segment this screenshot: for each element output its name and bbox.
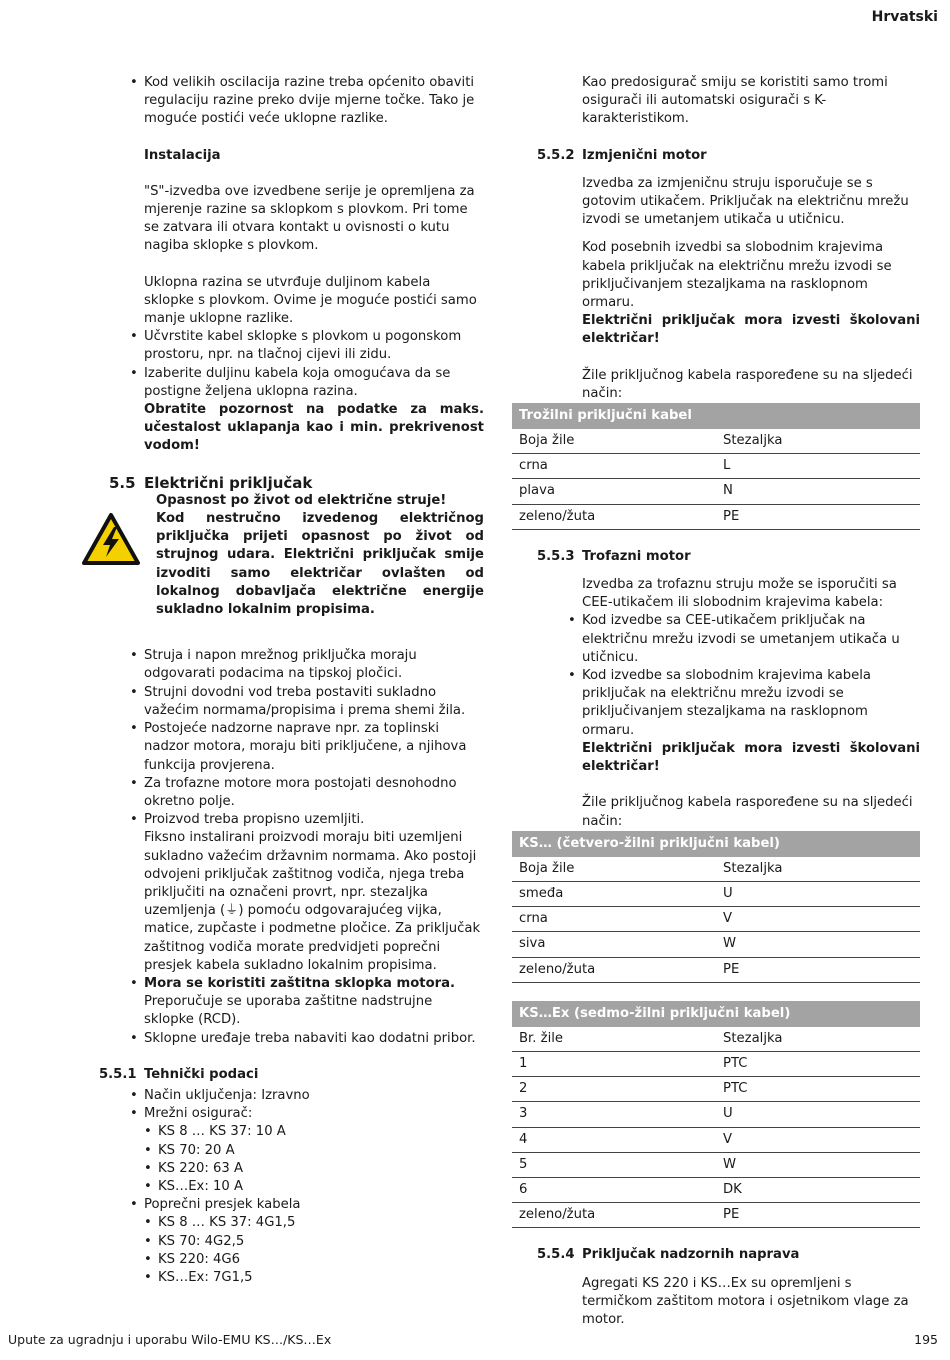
table-title: KS… (četvero-žilni priključni kabel) (512, 831, 920, 857)
list-item: • Struja i napon mrežnog priključka moraju odgovarati podacima na tipskoj pločici. (144, 647, 484, 683)
table-cell: L (716, 454, 920, 479)
table-cell: zeleno/žuta (512, 957, 716, 982)
warning-title: Opasnost po život od električne struje! (156, 492, 447, 508)
section-number: 5.5.3 (537, 548, 575, 564)
table-cell: siva (512, 932, 716, 957)
list-item-warning: Obratite pozornost na podatke za maks. učestalost uklapanja kao i min. prekrivenost vodom! (144, 402, 484, 454)
table-cell: crna (512, 907, 716, 932)
table-cell: DK (716, 1177, 920, 1202)
list-item-text: Mrežni osigurač: (144, 1106, 253, 1122)
table-row (512, 1102, 920, 1127)
three-phase-paragraph-2: Žile priključnog kabela raspoređene su na sljedeći način: (582, 795, 913, 829)
table-cell: 4 (512, 1127, 716, 1152)
three-phase-paragraph-1: Izvedba za trofaznu struju može se isporučiti sa CEE-utikačem ili slobodnim krajevima kabela: (582, 577, 897, 611)
list-item (144, 975, 484, 1030)
table-row (512, 1051, 920, 1076)
section-title: Priključak nadzornih naprava (582, 1247, 800, 1263)
table-cell: V (716, 1127, 920, 1152)
list-item: • Sklopne uređaje treba nabaviti kao dodatni pribor. (144, 1030, 484, 1048)
intro-list (144, 74, 484, 129)
warning-block (156, 492, 484, 619)
table-header-cell: Stezaljka (716, 429, 920, 454)
table-row (512, 957, 920, 982)
list-item: • Kod velikih oscilacija razine treba općenito obaviti regulaciju razine preko dvije mjerne točke. Tako je moguće postići veće uklopne razlike. (144, 74, 484, 129)
table-row (512, 1177, 920, 1202)
list-item: • KS 8 … KS 37: 10 A (158, 1123, 484, 1141)
section-title: Trofazni motor (582, 548, 691, 564)
table-row (512, 881, 920, 906)
table-cell: zeleno/žuta (512, 504, 716, 529)
table-row (512, 1203, 920, 1228)
list-item: • Način uključenja: Izravno (144, 1087, 484, 1105)
language-label: Hrvatski (871, 9, 938, 25)
electrical-list (144, 647, 484, 1047)
list-item: • Kod izvedbe sa CEE-utikačem priključak na električnu mrežu izvodi se umetanjem utikača u utičnicu. (582, 612, 920, 667)
table-cell: smeđa (512, 881, 716, 906)
section-number: 5.5 (109, 473, 136, 492)
table-cell: W (716, 932, 920, 957)
instalacija-paragraph-1: "S"-izvedba ove izvedbene serije je opremljena za mjerenje razine sa sklopkom s plovkom. Pri tome se zatvara ili otvara kontakt u ovisnosti o kutu nagiba sklopke s plovkom. (144, 183, 475, 254)
table-cell: 1 (512, 1051, 716, 1076)
table-cell: 5 (512, 1152, 716, 1177)
table-cell: 3 (512, 1102, 716, 1127)
table-row (512, 479, 920, 504)
list-item-text: Poprečni presjek kabela (144, 1197, 301, 1213)
table-row (512, 1152, 920, 1177)
list-item: • Kod izvedbe sa slobodnim krajevima kabela priključak na električnu mrežu izvodi se priključivanjem stezaljkama na rasklopnom ormaru. (582, 667, 920, 740)
grounding-text-2: ) pomoću odgovarajućeg vijka, matice, zupčaste i podmetne pločice. Za priključak zaštitnog vodiča morate predvidjeti poprečni presjek kabela sukladno lokalnim propisima. (144, 903, 481, 973)
list-item (144, 1105, 484, 1196)
list-item: • KS 70: 4G2,5 (158, 1233, 484, 1251)
cable-sublist (158, 1214, 484, 1287)
section-title: Električni priključak (144, 473, 313, 492)
table-header-cell: Br. žile (512, 1027, 716, 1052)
table-header-row (512, 1027, 920, 1052)
instalacija-title: Instalacija (144, 147, 221, 163)
table-cell: PTC (716, 1077, 920, 1102)
table-cell: PE (716, 504, 920, 529)
section-number: 5.5.1 (99, 1066, 137, 1082)
motor-switch-text: Preporučuje se uporaba zaštitne nadstrujne sklopke (RCD). (144, 994, 433, 1028)
table-cell: PE (716, 957, 920, 982)
seven-core-table (512, 1001, 920, 1229)
left-column (99, 74, 484, 1287)
section-heading (99, 1066, 484, 1084)
ac-warning: Električni priključak mora izvesti školovani električar! (582, 313, 920, 347)
list-item: • Strujni dovodni vod treba postaviti sukladno važećim normama/propisima i prema shemi žila. (144, 684, 484, 720)
table-cell: W (716, 1152, 920, 1177)
table-cell: plava (512, 479, 716, 504)
table-row (512, 454, 920, 479)
tech-list (144, 1087, 484, 1287)
table-cell: PTC (716, 1051, 920, 1076)
table-title: KS…Ex (sedmo-žilni priključni kabel) (512, 1001, 920, 1027)
table-header-cell: Stezaljka (716, 857, 920, 882)
table-cell: 2 (512, 1077, 716, 1102)
table-row (512, 932, 920, 957)
table-cell: V (716, 907, 920, 932)
table-cell: PE (716, 1203, 920, 1228)
list-item: • KS 70: 20 A (158, 1142, 484, 1160)
ac-paragraph-3: Žile priključnog kabela raspoređene su na sljedeći način: (582, 367, 913, 401)
list-item: • Za trofazne motore mora postojati desnohodno okretno polje. (144, 775, 484, 811)
list-item: • KS 220: 4G6 (158, 1251, 484, 1269)
table-row (512, 907, 920, 932)
list-item (144, 365, 484, 456)
four-core-table (512, 831, 920, 983)
ground-icon: ⏚ (225, 903, 239, 919)
table-cell: N (716, 479, 920, 504)
three-phase-list (582, 612, 920, 739)
table-cell: zeleno/žuta (512, 1203, 716, 1228)
list-item-text: Proizvod treba propisno uzemljiti. (144, 812, 365, 828)
table-cell: crna (512, 454, 716, 479)
list-item: • KS 220: 63 A (158, 1160, 484, 1178)
table-row (512, 1127, 920, 1152)
fuse-paragraph: Kao predosigurač smiju se koristiti samo tromi osigurači ili automatski osigurači s K-karakteristikom. (582, 75, 888, 127)
page-number: 195 (914, 1332, 938, 1347)
list-item (144, 1196, 484, 1287)
instalacija-list (144, 328, 484, 455)
table-cell: U (716, 881, 920, 906)
section-heading (537, 1246, 920, 1264)
warning-text: Kod nestručno izvedenog električnog priključka prijeti opasnost po život od strujnog udara. Električni priključak smije izvoditi samo električar ovlašten od lokalnog dobavljača električne energije sukladno lokalnim propisima. (156, 511, 484, 618)
instalacija-paragraph-2: Uklopna razina se utvrđuje duljinom kabela sklopke s plovkom. Ovime je moguće postići samo manje uklopne razlike. (144, 274, 477, 327)
table-row (512, 1077, 920, 1102)
table-row (512, 504, 920, 529)
table-cell: U (716, 1102, 920, 1127)
three-core-table (512, 403, 920, 530)
list-item (144, 811, 484, 975)
list-item: • KS…Ex: 10 A (158, 1178, 484, 1196)
table-header-cell: Boja žile (512, 857, 716, 882)
table-header-row (512, 429, 920, 454)
list-item: • KS 8 … KS 37: 4G1,5 (158, 1214, 484, 1232)
three-phase-warning: Električni priključak mora izvesti školovani električar! (582, 740, 920, 775)
section-heading (537, 548, 920, 566)
list-item: • KS…Ex: 7G1,5 (158, 1269, 484, 1287)
list-item-text: Izaberite duljinu kabela koja omogućava da se postigne željena uklopna razina. (144, 365, 451, 399)
footer-title: Upute za ugradnju i uporabu Wilo-EMU KS…/KS…Ex (8, 1332, 332, 1347)
table-header-cell: Stezaljka (716, 1027, 920, 1052)
list-item: • Postojeće nadzorne naprave npr. za toplinski nadzor motora, moraju biti priključene, a njihova funkcija provjerena. (144, 720, 484, 775)
grounding-paragraph (144, 829, 484, 975)
fuse-sublist (158, 1123, 484, 1196)
grounding-text-1: Fiksno instalirani proizvodi moraju biti uzemljeni sukladno važećim državnim normama. Ako postoji odvojeni priključak zaštitnog vodiča, njega treba priključiti na označeni provrt, npr. stezaljka uzemljenja ( (144, 830, 477, 919)
table-title: Trožilni priključni kabel (512, 403, 920, 429)
right-column (512, 74, 920, 1329)
table-header-cell: Boja žile (512, 429, 716, 454)
section-number: 5.5.4 (537, 1247, 575, 1263)
ac-paragraph-2: Kod posebnih izvedbi sa slobodnim krajevima kabela priključak na električnu mrežu izvodi se priključivanjem stezaljkama na rasklopnom ormaru. (582, 240, 892, 311)
table-header-row (512, 857, 920, 882)
list-item: • Učvrstite kabel sklopke s plovkom u pogonskom prostoru, npr. na tlačnoj cijevi ili zidu. (144, 328, 484, 364)
section-heading (109, 473, 484, 492)
ac-paragraph-1: Izvedba za izmjeničnu struju isporučuje se s gotovim utikačem. Priključak na električnu mrežu izvodi se umetanjem utikača u utičnicu. (582, 175, 909, 228)
section-title: Tehnički podaci (144, 1066, 259, 1082)
table-cell: 6 (512, 1177, 716, 1202)
monitoring-paragraph: Agregati KS 220 i KS…Ex su opremljeni s termičkom zaštitom motora i osjetnikom vlage za motor. (582, 1275, 909, 1327)
section-heading (537, 147, 920, 165)
section-title: Izmjenični motor (582, 147, 707, 163)
section-number: 5.5.2 (537, 147, 575, 163)
electrical-hazard-icon (81, 512, 141, 566)
motor-switch-bold: Mora se koristiti zaštitna sklopka motora. (144, 975, 456, 991)
